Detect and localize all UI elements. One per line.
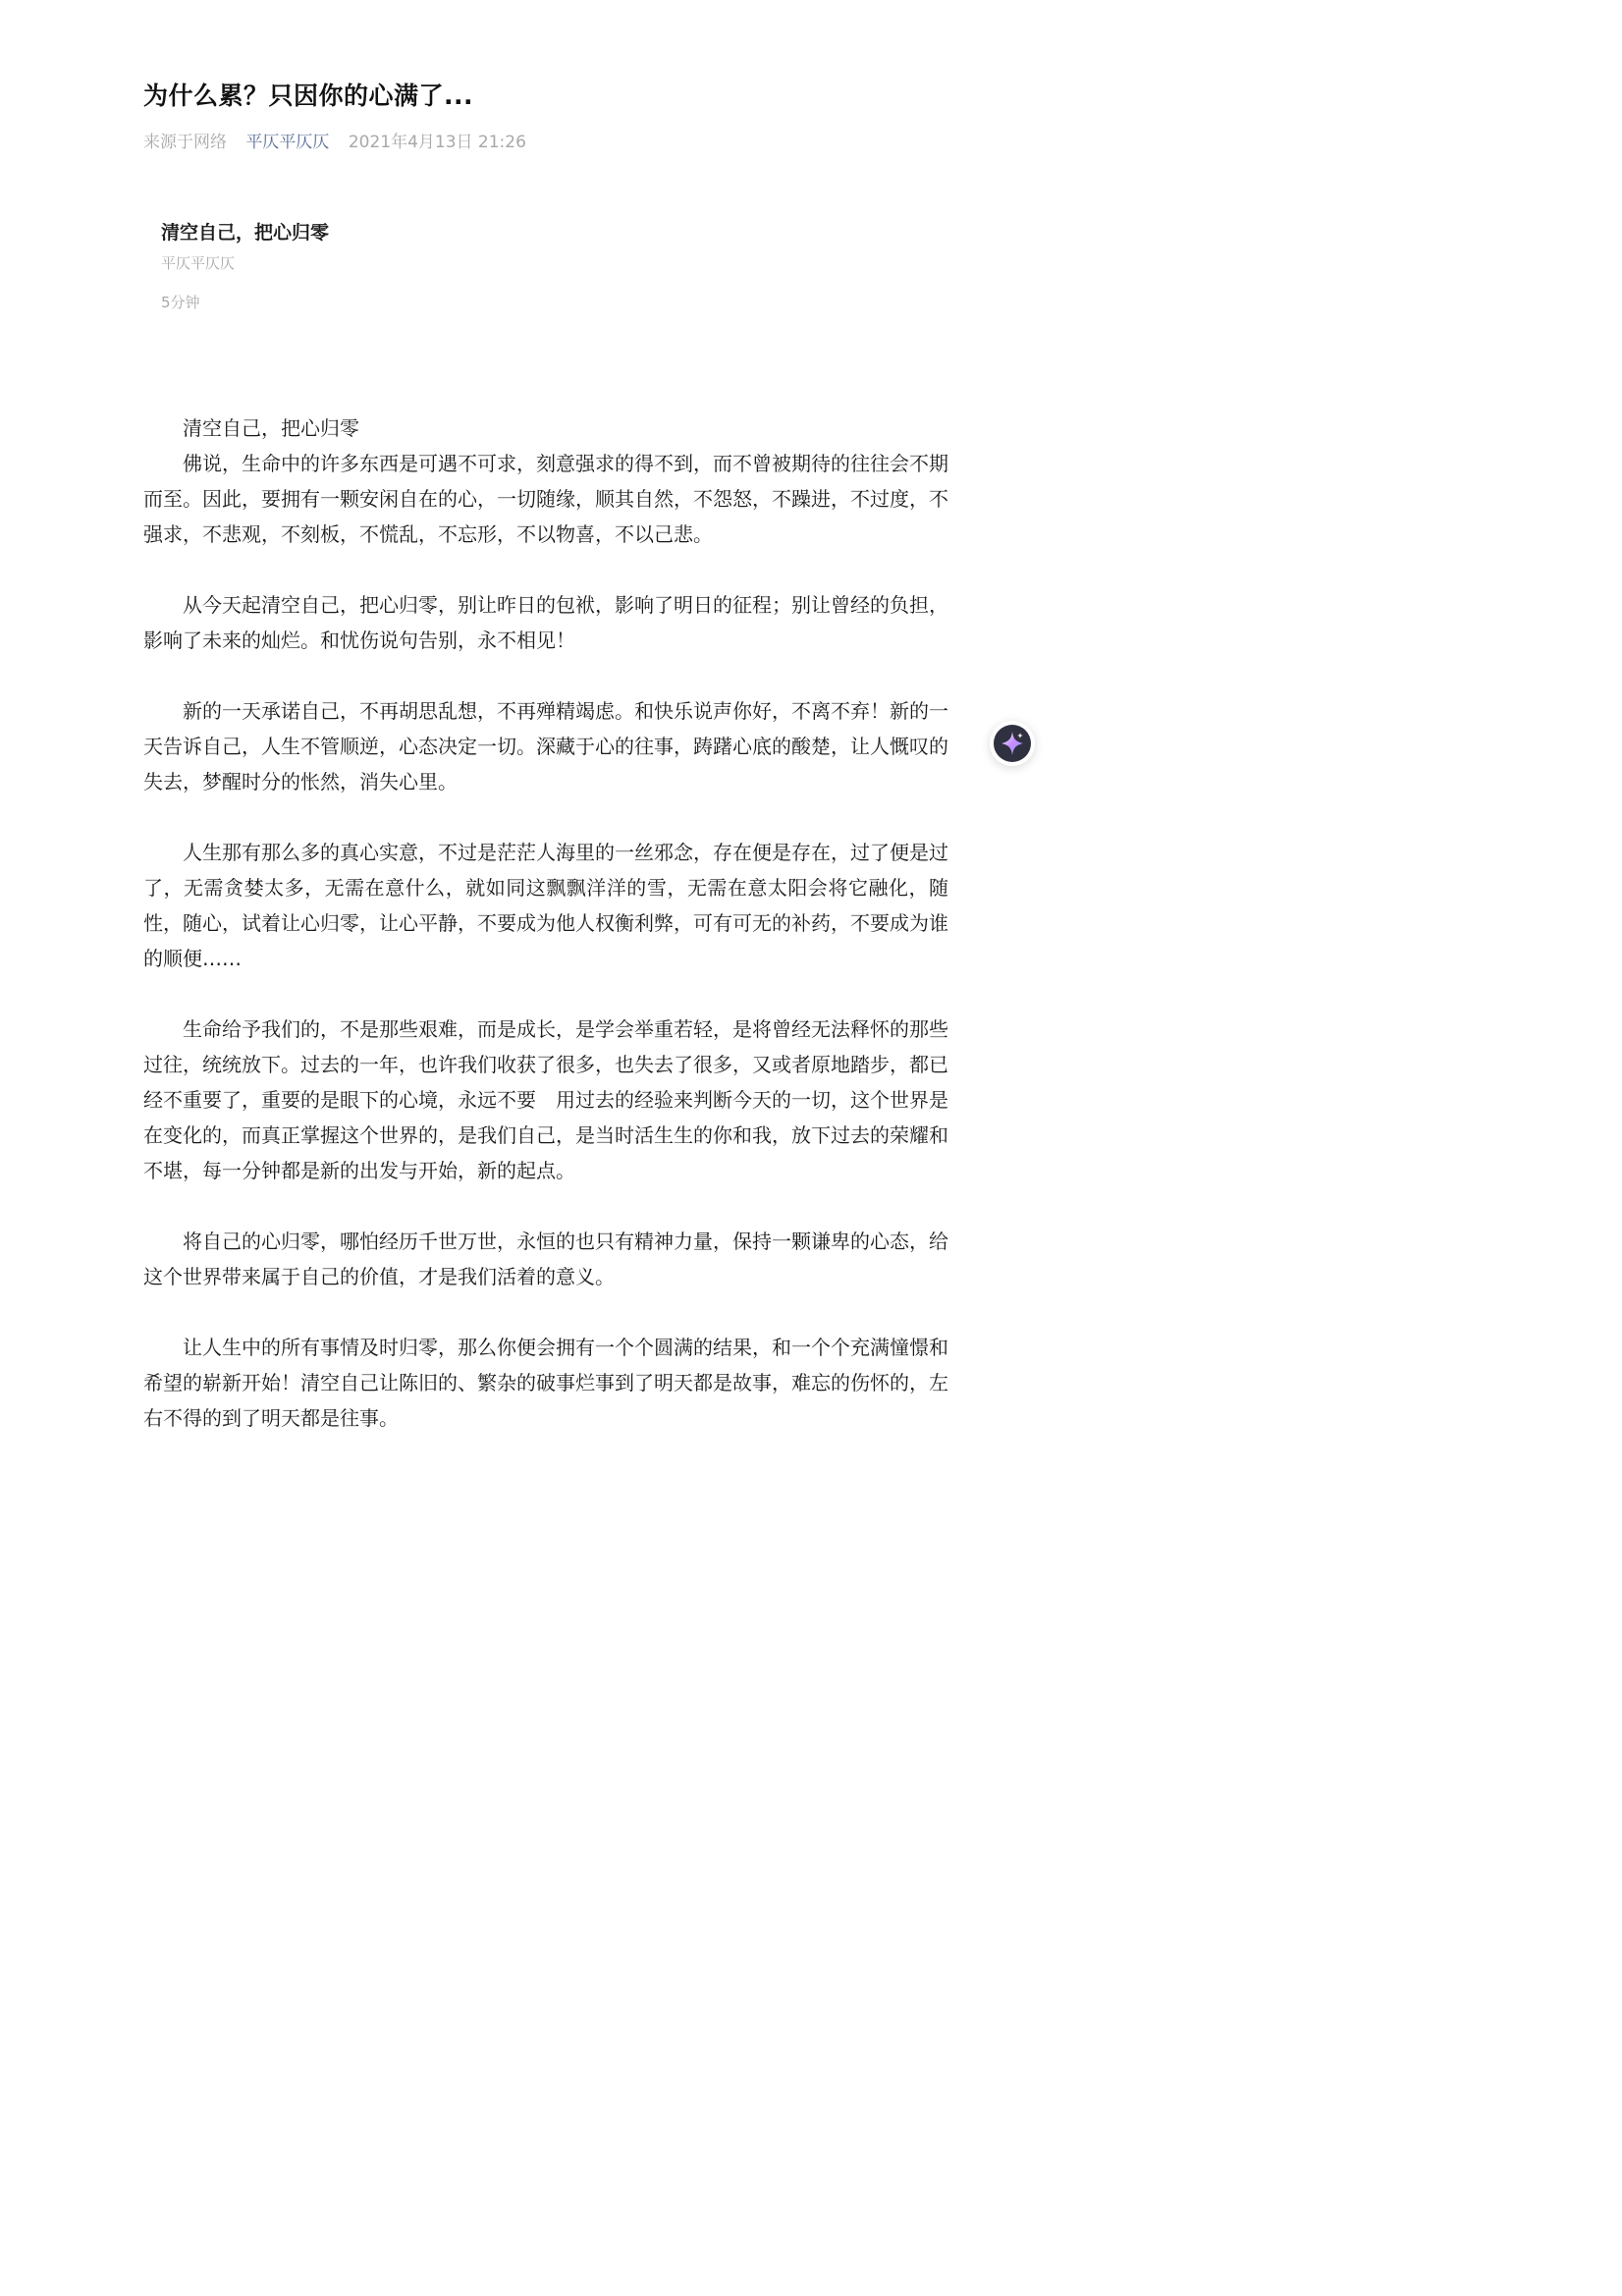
article-paragraph: 生命给予我们的，不是那些艰难，而是成长，是学会举重若轻，是将曾经无法释怀的那些过往，统统放下。过去的一年，也许我们收获了很多，也失去了很多，又或者原地踏步，都已经不重要了，重要的是眼下的心境，永远不要 用过去的经验来判断今天的一切，这个世界是在变化的，而真正掌握这个世界的，是我们自己，是当时活生生的你和我，放下过去的荣耀和不堪，每一分钟都是新的出发与开始，新的起点。 — [143, 1017, 948, 1182]
article-paragraph: 佛说，生命中的许多东西是可遇不可求，刻意强求的得不到，而不曾被期待的往往会不期而至。因此，要拥有一颗安闲自在的心，一切随缘，顺其自然，不怨怒，不躁进，不过度，不强求，不悲观，不刻板，不慌乱，不忘形，不以物喜，不以己悲。 — [143, 452, 948, 546]
article-title: 为什么累？只因你的心满了... — [143, 82, 473, 110]
audio-card[interactable] — [161, 218, 554, 312]
article-body — [143, 410, 948, 1436]
audio-card-author: 平仄平仄仄 — [161, 254, 236, 272]
audio-card-title: 清空自己，把心归零 — [161, 222, 330, 244]
article-meta — [143, 128, 526, 152]
ai-assistant-button[interactable] — [990, 721, 1035, 766]
sparkle-icon — [999, 730, 1026, 757]
article-date: 2021年4月13日 21:26 — [348, 133, 526, 152]
article-paragraph: 新的一天承诺自己，不再胡思乱想，不再殚精竭虑。和快乐说声你好，不离不弃！新的一天告诉自己，人生不管顺逆，心态决定一切。深藏于心的往事，踌躇心底的酸楚，让人慨叹的失去，梦醒时分的怅然，消失心里。 — [143, 699, 948, 793]
ai-assistant-icon-bg — [994, 725, 1031, 762]
article-source: 来源于网络 — [143, 133, 227, 152]
audio-card-duration: 5分钟 — [161, 294, 200, 311]
article-author-link[interactable]: 平仄平仄仄 — [245, 133, 330, 152]
article-paragraph: 从今天起清空自己，把心归零，别让昨日的包袱，影响了明日的征程；别让曾经的负担，影响了未来的灿烂。和忧伤说句告别，永不相见！ — [143, 593, 948, 652]
article-paragraph: 让人生中的所有事情及时归零，那么你便会拥有一个个圆满的结果，和一个个充满憧憬和希望的崭新开始！清空自己让陈旧的、繁杂的破事烂事到了明天都是故事，难忘的伤怀的，左右不得的到了明天都是往事。 — [143, 1336, 948, 1430]
article-subheading: 清空自己，把心归零 — [183, 416, 359, 440]
article-paragraph: 人生那有那么多的真心实意，不过是茫茫人海里的一丝邪念，存在便是存在，过了便是过了，无需贪婪太多，无需在意什么，就如同这飘飘洋洋的雪，无需在意太阳会将它融化，随性，随心，试着让心归零，让心平静，不要成为他人权衡利弊，可有可无的补药，不要成为谁的顺便…… — [143, 841, 948, 970]
article-paragraph: 将自己的心归零，哪怕经历千世万世，永恒的也只有精神力量，保持一颗谦卑的心态，给这个世界带来属于自己的价值，才是我们活着的意义。 — [143, 1230, 948, 1288]
